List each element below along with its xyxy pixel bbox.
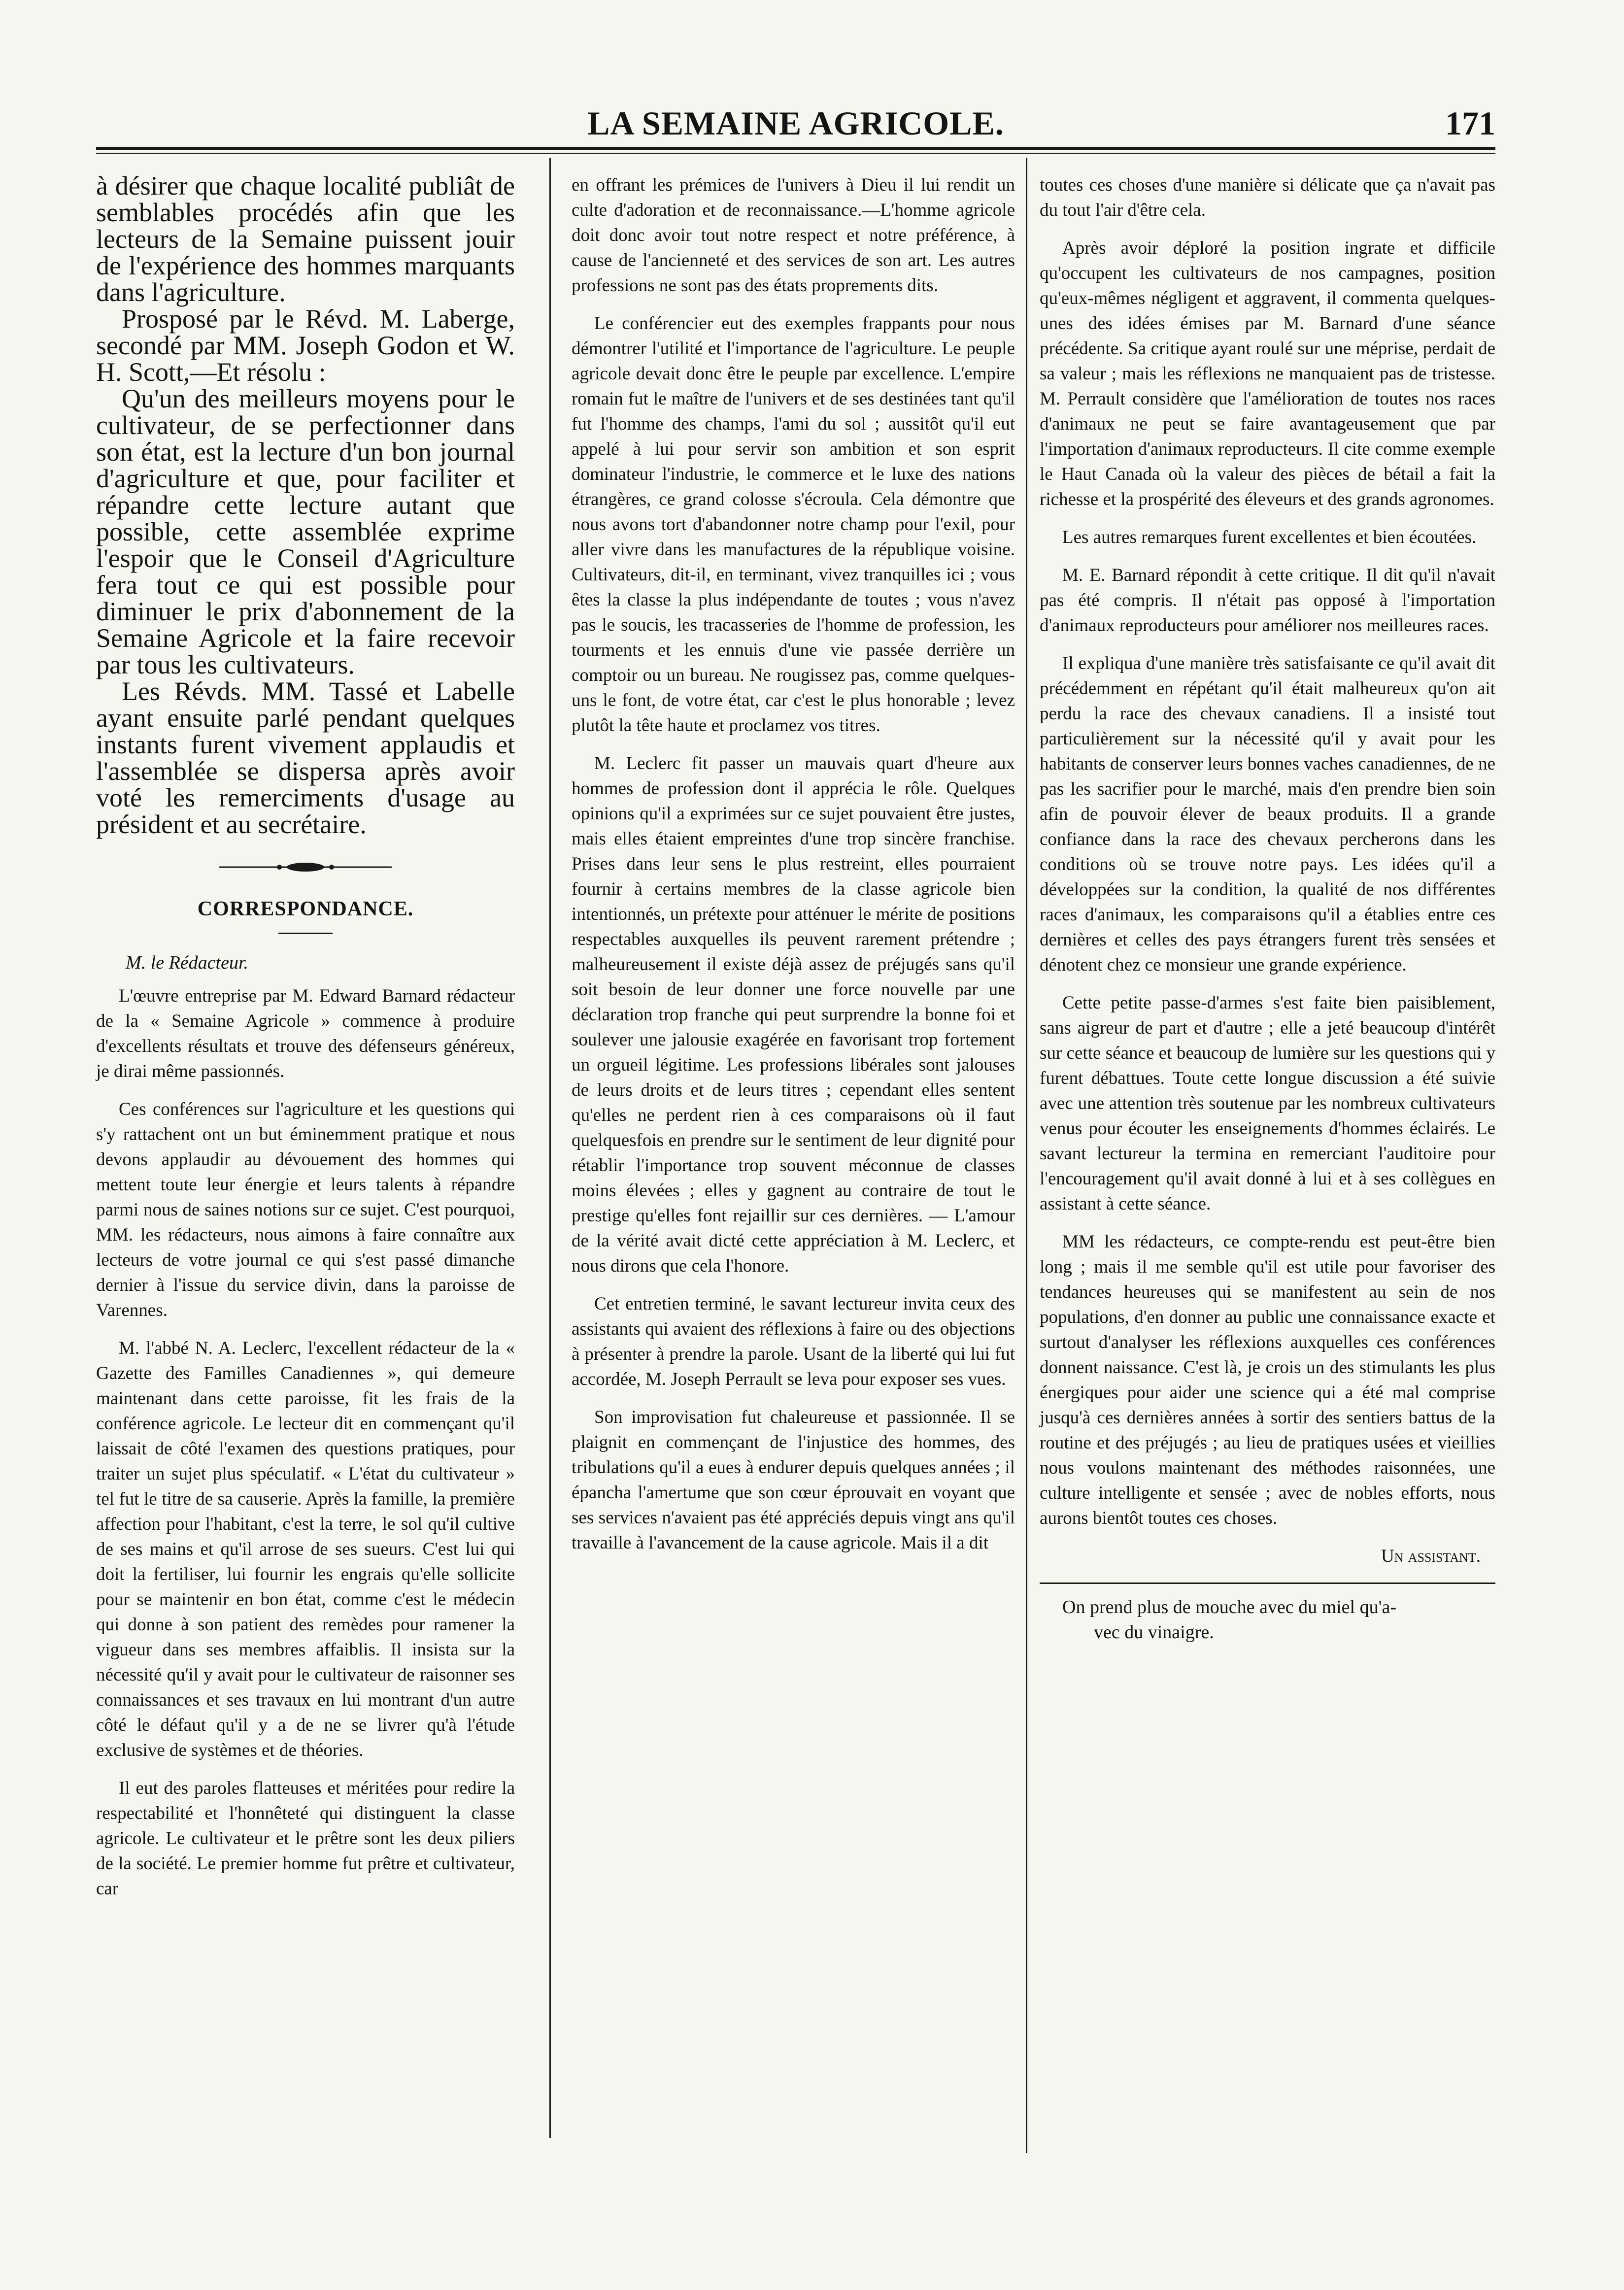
- proverb-line-2: vec du vinaigre.: [1094, 1622, 1214, 1643]
- column-3: [1040, 172, 1495, 1658]
- paragraph: Prosposé par le Révd. M. Laberge, secondé par MM. Joseph Godon et W. H. Scott,—Et résolu :: [96, 304, 515, 387]
- paragraph: Ces conférences sur l'agriculture et les questions qui s'y rattachent ont un but éminemment pratique et nous devons applaudir au dévouement des hommes qui mettent toute leur énergie et leurs talents à répandre parmi nous de saines notions sur ce sujet. C'est pourquoi, MM. les rédacteurs, nous aimons à faire connaître aux lecteurs de votre journal ce qui s'est passé dimanche dernier à l'issue du service divin, dans la paroisse de Varennes.: [96, 1099, 515, 1320]
- page-number: 171: [1445, 104, 1495, 142]
- paragraph: M. l'abbé N. A. Leclerc, l'excellent rédacteur de la « Gazette des Familles Canadiennes », qui demeure maintenant dans cette paroisse, fit les frais de la conférence agricole. Le lecteur dit en commençant qu'il laissait de côté l'examen des questions pratiques, pour traiter un sujet plus spéculatif. « L'état du cultivateur » tel fut le titre de sa causerie. Après la famille, la première affection pour l'habitant, c'est la terre, le sol qu'il cultive de ses mains et qu'il arrose de ses sueurs. C'est lui qui doit la fertiliser, lui fournir les engrais qu'elle sollicite pour se maintenir en bon état, comme c'est le médecin qui donne à son patient des remèdes pour ramener la vigueur dans ses membres affaiblis. Il insista sur la nécessité qu'il y avait pour le cultivateur de raisonner ses connaissances et ses travaux en lui montrant d'un autre côté le défaut qu'il y a de ne se livrer qu'à l'étude exclusive de systèmes et de théories.: [96, 1338, 515, 1760]
- section-heading: CORRESPONDANCE.: [197, 898, 414, 920]
- paragraph: Il eut des paroles flatteuses et méritées pour redire la respectabilité et l'honnêteté qui distinguent la classe agricole. Le cultivateur et le prêtre sont les deux piliers de la société. Le premier homme fut prêtre et cultivateur, car: [96, 1778, 515, 1899]
- salutation: M. le Rédacteur.: [126, 952, 249, 973]
- proverb-line-1: On prend plus de mouche avec du miel qu'a-: [1062, 1597, 1396, 1617]
- signature: Un assistant.: [1381, 1546, 1481, 1566]
- paragraph: toutes ces choses d'une manière si délicate que ça n'avait pas du tout l'air d'être cela.: [1040, 175, 1495, 220]
- paragraph: MM les rédacteurs, ce compte-rendu est peut-être bien long ; mais il me semble qu'il est utile pour favoriser des tendances heureuses qui se manifestent au sein de nos populations, d'en donner au public une connaissance exacte et surtout d'analyser les réflexions auxquelles ces conférences donnent naissance. C'est là, je crois un des stimulants les plus énergiques pour aider une science qui a été mal comprise jusqu'à ces dernières années à sortir des sentiers battus de la routine et des préjugés ; au lieu de pratiques usées et vieillies nous voulons maintenant des méthodes raisonnées, une culture intelligente et sensée ; avec de nobles efforts, nous aurons bientôt toutes ces choses.: [1040, 1232, 1495, 1528]
- resolution-text: [96, 172, 515, 838]
- paragraph: Qu'un des meilleurs moyens pour le cultivateur, de se perfectionner dans son état, est la lecture d'un bon journal d'agriculture et que, pour faciliter et répandre cette lecture autant que possible, cette assemblée exprime l'espoir que le Conseil d'Agriculture fera tout ce qui est possible pour diminuer le prix d'abonnement de la Semaine Agricole et la faire recevoir par tous les cultivateurs.: [96, 384, 515, 679]
- paragraph: en offrant les prémices de l'univers à Dieu il lui rendit un culte d'adoration et de reconnaissance.—L'homme agricole doit donc avoir tout notre respect et notre préférence, à cause de l'ancienneté et des services de son art. Les autres professions ne sont pas des états proprements dits.: [572, 175, 1015, 296]
- column-divider-2: [1026, 158, 1027, 2153]
- paragraph: M. Leclerc fit passer un mauvais quart d'heure aux hommes de profession dont il apprécia le rôle. Quelques opinions qu'il a exprimées sur ce sujet pouvaient être justes, mais elles étaient empreintes d'une trop sincère franchise. Prises dans leur sens le plus restreint, elles pourraient fournir à certains membres de la classe agricole bien intentionnés, un prétexte pour atténuer le mérite de positions respectables auxquelles ils peuvent rarement prétendre ; malheureusement il existe déjà assez de préjugés sans qu'il soit besoin de leur donner une force nouvelle par une déclaration trop franche qui peut surprendre la bonne foi et soulever une jalousie exagérée en favorisant trop fortement un orgueil légitime. Les professions libérales sont jalouses de leurs droits et de leurs titres ; cependant elles sentent qu'elles ne perdent rien à ces comparaisons où il faut quelquesfois en prendre sur le sentiment de leur dignité pour rétablir l'importance trop souvent méconnue de classes moins élevées ; elles y gagnent au contraire de tout le prestige qu'elles font rejaillir sur ces dernières. — L'amour de la vérité avait dicté cette appréciation à M. Leclerc, et nous dirons que cela l'honore.: [572, 753, 1015, 1276]
- paragraph: Les autres remarques furent excellentes et bien écoutées.: [1062, 527, 1477, 547]
- header-rule-thick: [96, 147, 1495, 150]
- column-2: [572, 172, 1015, 1568]
- signature-rule: [1040, 1583, 1495, 1584]
- paragraph: Les Révds. MM. Tassé et Labelle ayant ensuite parlé pendant quelques instants furent vivement applaudis et l'assemblée se dispersa après avoir voté les remerciments d'usage au président et au secrétaire.: [96, 676, 515, 839]
- paragraph: Il expliqua d'une manière très satisfaisante ce qu'il avait dit précédemment en répétant qu'il était malheureux qu'on ait perdu la race des chevaux canadiens. Il a insisté tout particulièrement sur la nécessité qu'il y avait pour les habitants de conserver leurs bonnes vaches canadiennes, de ne pas les sacrifier pour le marché, mais d'en prendre bien soin afin de pouvoir élever de beaux produits. Il a grande confiance dans la race des chevaux percherons dans les conditions où se trouve notre pays. Les idées qu'il a développées sur la condition, la qualité de nos différentes races d'animaux, les comparaisons qu'il a établies entre ces dernières et celles des pays étrangers furent très sensées et dénotent chez ce monsieur une grande expérience.: [1040, 653, 1495, 975]
- paragraph: Son improvisation fut chaleureuse et passionnée. Il se plaignit en commençant de l'injustice des hommes, des tribulations qu'il a eues à endurer depuis quelques années ; il épancha l'amertume que son cœur éprouvait en voyant que ses services n'avaient pas été appréciés depuis vingt ans qu'il travaille à l'avancement de la cause agricole. Mais il a dit: [572, 1407, 1015, 1553]
- section-heading-rule: [278, 933, 333, 934]
- page-header: [96, 101, 1495, 145]
- journal-title: LA SEMAINE AGRICOLE.: [587, 104, 1004, 142]
- paragraph: à désirer que chaque localité publiât de semblables procédés afin que les lecteurs de la Semaine puissent jouir de l'expérience des hommes marquants dans l'agriculture.: [96, 171, 515, 307]
- header-rule-thin: [96, 153, 1495, 154]
- paragraph: Cette petite passe-d'armes s'est faite bien paisiblement, sans aigreur de part et d'autre ; elle a jeté beaucoup d'intérêt sur cette séance et beaucoup de lumière sur les questions qui y furent débattues. Toute cette longue discussion a été suivie avec une attention très soutenue par les nombreux cultivateurs venus pour écouter les enseignements d'hommes éclairés. Le savant lectureur la termina en remerciant l'auditoire pour l'encouragement qu'il avait donné à lui et à ses collègues en assistant à cette séance.: [1040, 993, 1495, 1214]
- paragraph: L'œuvre entreprise par M. Edward Barnard rédacteur de la « Semaine Agricole » commence à produire d'excellents résultats et trouve des défenseurs généreux, je dirai même passionnés.: [96, 986, 515, 1081]
- correspondence-body: [96, 983, 515, 1901]
- column-1: [96, 172, 515, 1914]
- paragraph: Cet entretien terminé, le savant lectureur invita ceux des assistants qui avaient des réflexions à faire ou des objections à présenter à prendre la parole. Usant de la liberté qui lui fut accordée, M. Joseph Perrault se leva pour exposer ses vues.: [572, 1294, 1015, 1389]
- paragraph: Le conférencier eut des exemples frappants pour nous démontrer l'utilité et l'importance de l'agriculture. Le peuple agricole devait donc être le peuple par excellence. L'empire romain fut le maître de l'univers et de ses destinées tant qu'il fut l'homme des champs, l'ami du sol ; aussitôt qu'il eut appelé à lui pour servir son ambition et son esprit dominateur l'industrie, le commerce et le luxe des nations étrangères, ce grand colosse s'écroula. Cela démontre que nous avons tort d'abandonner notre champ pour l'exil, pour aller vivre dans les manufactures de la république voisine. Cultivateurs, dit-il, en terminant, vivez tranquilles ici ; vous êtes la classe la plus indépendante de toutes ; vous n'avez pas le soucis, les tracasseries de l'homme de profession, les tourments et les ennuis d'une vie passée derrière un comptoir ou un bureau. Ne rougissez pas, comme quelques-uns le font, de votre état, car c'est le plus honorable ; levez plutôt la tête haute et proclamez vos titres.: [572, 313, 1015, 736]
- column-divider-1: [549, 158, 551, 2138]
- section-ornament: [96, 857, 515, 877]
- proverb: [1040, 1595, 1495, 1645]
- paragraph: M. E. Barnard répondit à cette critique. Il dit qu'il n'avait pas été compris. Il n'était pas opposé à l'importation d'animaux reproducteurs pour améliorer nos meilleures races.: [1040, 565, 1495, 636]
- paragraph: Après avoir déploré la position ingrate et difficile qu'occupent les cultivateurs de nos campagnes, position qu'eux-mêmes négligent et aggravent, il commenta quelques-unes des idées émises par M. Barnard d'une séance précédente. Sa critique ayant roulé sur une méprise, perdait de sa valeur ; mais les réflexions ne manquaient pas de tristesse. M. Perrault considère que l'amélioration de toutes nos races d'animaux ne peut se faire avantageusement que par l'importation d'animaux reproducteurs. Il cite comme exemple le Haut Canada où la valeur des pièces de bétail a fait la richesse et la prospérité des éleveurs et des grands agronomes.: [1040, 238, 1495, 509]
